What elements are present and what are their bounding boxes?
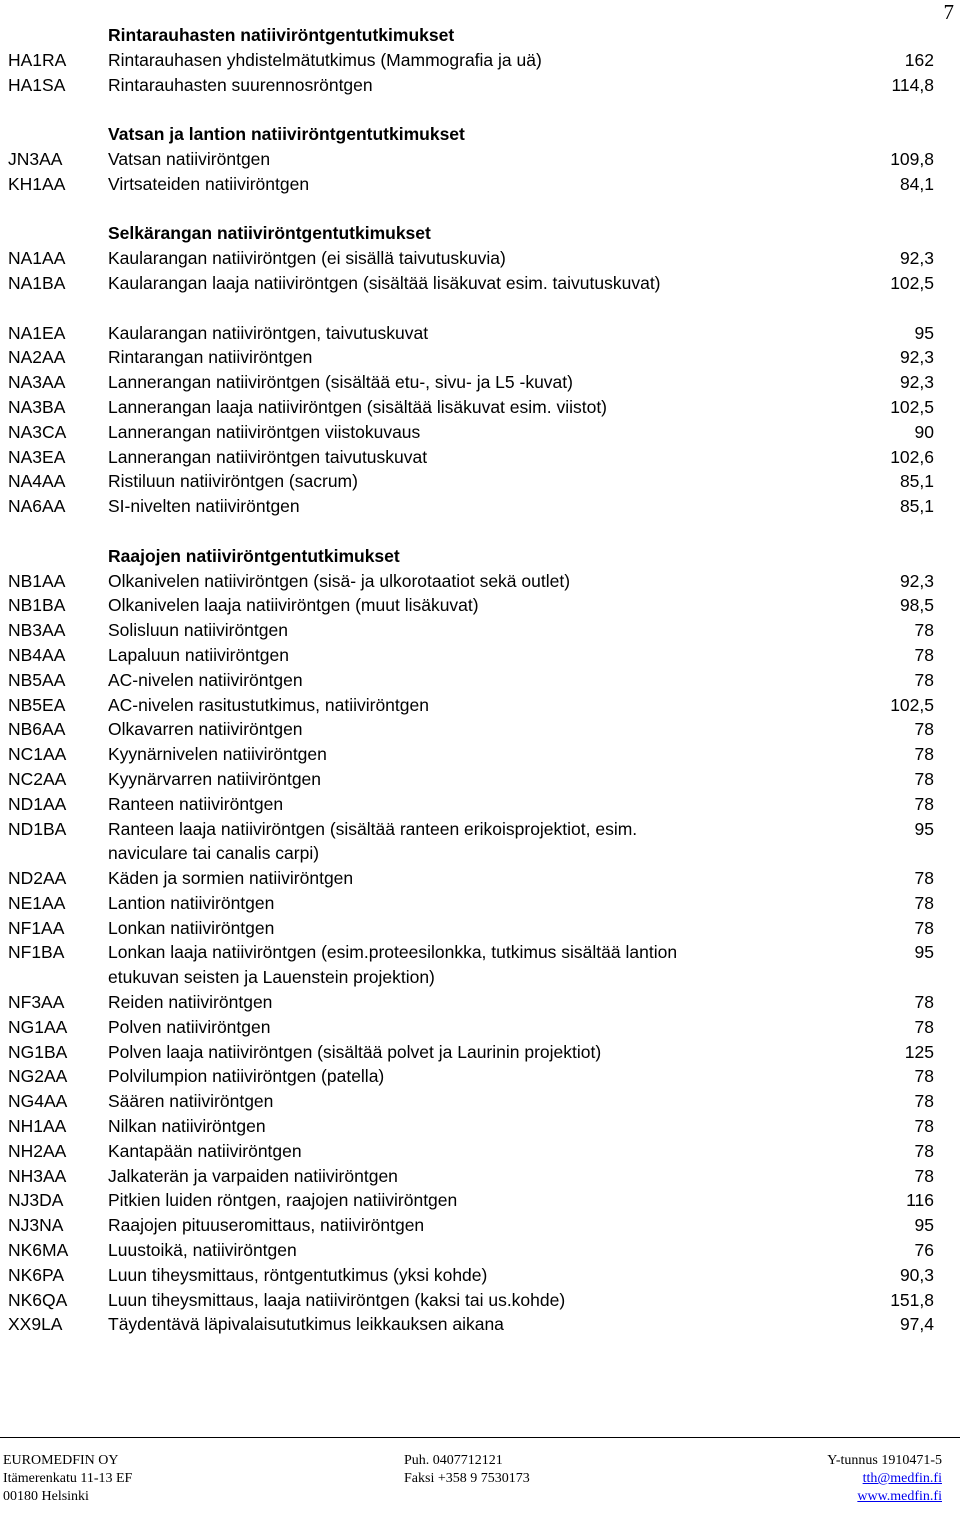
section-title: Raajojen natiiviröntgentutkimukset: [108, 545, 400, 566]
website-link[interactable]: www.medfin.fi: [857, 1489, 942, 1504]
exam-description: Rintarangan natiiviröntgen: [108, 347, 313, 368]
exam-description: AC-nivelen natiiviröntgen: [108, 669, 303, 690]
exam-description: Ranteen natiiviröntgen: [108, 793, 284, 814]
exam-code: NB4AA: [8, 644, 66, 665]
company-city: 00180 Helsinki: [3, 1489, 89, 1504]
exam-price: 98,5: [899, 595, 934, 616]
exam-price: 90: [914, 421, 934, 442]
exam-code: NF1AA: [8, 917, 65, 938]
exam-price: 90,3: [899, 1264, 934, 1285]
exam-code: NB5EA: [8, 694, 66, 715]
price-row: [0, 1312, 960, 1337]
exam-price: 116: [906, 1190, 934, 1211]
footer-business-info: [827, 1452, 942, 1506]
price-row: [0, 1164, 960, 1189]
exam-code: ND2AA: [8, 868, 67, 889]
exam-code: NF1BA: [8, 942, 65, 963]
exam-description: Käden ja sormien natiiviröntgen: [108, 868, 354, 889]
price-row: [0, 1288, 960, 1313]
company-street: Itämerenkatu 11-13 EF: [3, 1471, 133, 1486]
price-row: [0, 147, 960, 172]
exam-description: Ristiluun natiiviröntgen (sacrum): [108, 471, 358, 492]
exam-code: NJ3NA: [8, 1215, 64, 1236]
exam-code: KH1AA: [8, 173, 66, 194]
exam-price: 78: [914, 1091, 934, 1112]
exam-description: Reiden natiiviröntgen: [108, 992, 273, 1013]
price-row: [0, 792, 960, 817]
exam-price: 78: [914, 1165, 934, 1186]
exam-price: 102,5: [890, 272, 934, 293]
footer-company-info: [3, 1452, 132, 1506]
price-row: [0, 271, 960, 321]
exam-price: 162: [904, 49, 934, 70]
exam-code: NA1EA: [8, 322, 66, 343]
exam-code: NA6AA: [8, 496, 66, 517]
exam-description: Virtsateiden natiiviröntgen: [108, 173, 310, 194]
exam-price: 78: [914, 917, 934, 938]
price-row: [0, 172, 960, 197]
exam-section: [0, 122, 960, 196]
exam-description: Polvilumpion natiiviröntgen (patella): [108, 1066, 385, 1087]
exam-price: 102,5: [890, 396, 934, 417]
exam-code: NB5AA: [8, 669, 66, 690]
fax-number: Faksi +358 9 7530173: [404, 1471, 530, 1486]
price-row: [0, 321, 960, 346]
price-row: [0, 1015, 960, 1040]
exam-description: Olkanivelen natiiviröntgen (sisä- ja ulkorotaatiot sekä outlet): [108, 570, 571, 591]
exam-code: NK6QA: [8, 1289, 68, 1310]
exam-price: 95: [914, 1215, 934, 1236]
exam-price: 78: [914, 669, 934, 690]
exam-code: NA4AA: [8, 471, 66, 492]
exam-code: NA1AA: [8, 248, 66, 269]
exam-code: NH2AA: [8, 1140, 67, 1161]
exam-section: [0, 221, 960, 519]
exam-price: 92,3: [899, 372, 934, 393]
exam-description: Nilkan natiiviröntgen: [108, 1116, 266, 1137]
exam-price: 151,8: [890, 1289, 934, 1310]
exam-description: Rintarauhasten suurennosröntgen: [108, 74, 373, 95]
exam-price: 97,4: [899, 1314, 934, 1335]
price-row: [0, 1188, 960, 1213]
exam-price: 92,3: [899, 248, 934, 269]
exam-description: Vatsan natiiviröntgen: [108, 148, 271, 169]
exam-code: HA1RA: [8, 49, 67, 70]
exam-code: NG2AA: [8, 1066, 68, 1087]
price-row: [0, 668, 960, 693]
section-title: Selkärangan natiiviröntgentutkimukset: [108, 223, 431, 244]
price-row: [0, 643, 960, 668]
price-row: [0, 891, 960, 916]
exam-description: Lonkan natiiviröntgen: [108, 917, 275, 938]
price-row: [0, 742, 960, 767]
exam-price: 125: [904, 1041, 934, 1062]
exam-code: NC2AA: [8, 768, 67, 789]
exam-price: 85,1: [899, 471, 934, 492]
price-list: [0, 23, 960, 1337]
exam-price: 78: [914, 1116, 934, 1137]
price-row: [0, 916, 960, 941]
exam-description: Olkavarren natiiviröntgen: [108, 719, 303, 740]
exam-price: 78: [914, 992, 934, 1013]
price-row: [0, 1139, 960, 1164]
footer-contact-numbers: [404, 1452, 530, 1488]
price-row: [0, 693, 960, 718]
exam-description: Lannerangan laaja natiiviröntgen (sisältää lisäkuvat esim. viistot): [108, 396, 608, 417]
price-row: [0, 445, 960, 470]
exam-code: NE1AA: [8, 892, 66, 913]
price-row: [0, 494, 960, 519]
exam-code: NA1BA: [8, 272, 66, 293]
exam-code: NG4AA: [8, 1091, 68, 1112]
exam-code: NK6MA: [8, 1240, 69, 1261]
exam-description: Kyynärnivelen natiiviröntgen: [108, 744, 327, 765]
exam-description: Luun tiheysmittaus, laaja natiiviröntgen (kaksi tai us.kohde): [108, 1289, 566, 1310]
price-row: [0, 1238, 960, 1263]
page-number: 7: [943, 0, 954, 24]
exam-code: NG1BA: [8, 1041, 68, 1062]
exam-description: Polven laaja natiiviröntgen (sisältää polvet ja Laurinin projektiot): [108, 1041, 602, 1062]
exam-description: Kaularangan natiiviröntgen, taivutuskuvat: [108, 322, 429, 343]
price-row: [0, 817, 960, 867]
company-name: EUROMEDFIN OY: [3, 1453, 119, 1468]
exam-code: ND1BA: [8, 818, 67, 839]
exam-description: Luustoikä, natiiviröntgen: [108, 1240, 297, 1261]
exam-description: Lannerangan natiiviröntgen viistokuvaus: [108, 421, 421, 442]
exam-price: 95: [914, 322, 934, 343]
exam-description: Pitkien luiden röntgen, raajojen natiiviröntgen: [108, 1190, 458, 1211]
exam-code: NA3CA: [8, 421, 67, 442]
price-row: [0, 717, 960, 742]
price-row: [0, 866, 960, 891]
exam-price: 109,8: [890, 148, 934, 169]
exam-description: Solisluun natiiviröntgen: [108, 620, 288, 641]
exam-description: Lantion natiiviröntgen: [108, 892, 275, 913]
exam-description: AC-nivelen rasitustutkimus, natiiviröntgen: [108, 694, 429, 715]
exam-description: Kyynärvarren natiiviröntgen: [108, 768, 322, 789]
exam-price: 78: [914, 744, 934, 765]
phone-number: Puh. 0407712121: [404, 1453, 503, 1468]
exam-code: NH1AA: [8, 1116, 67, 1137]
price-row: [0, 767, 960, 792]
exam-price: 92,3: [899, 570, 934, 591]
price-row: [0, 395, 960, 420]
exam-description: Kaularangan laaja natiiviröntgen (sisältää lisäkuvat esim. taivutuskuvat): [108, 272, 661, 293]
exam-price: 76: [914, 1240, 934, 1261]
price-row: [0, 420, 960, 445]
exam-description: Lonkan laaja natiiviröntgen (esim.proteesilonkka, tutkimus sisältää lantion etukuvan seisten ja Lauenstein projektion): [108, 942, 678, 988]
exam-code: NH3AA: [8, 1165, 67, 1186]
exam-description: Säären natiiviröntgen: [108, 1091, 274, 1112]
footer-divider: [0, 1437, 960, 1438]
exam-price: 102,5: [890, 694, 934, 715]
exam-code: NB3AA: [8, 620, 66, 641]
exam-price: 84,1: [899, 173, 934, 194]
price-row: [0, 73, 960, 98]
exam-code: NB6AA: [8, 719, 66, 740]
exam-code: NF3AA: [8, 992, 65, 1013]
exam-price: 78: [914, 620, 934, 641]
business-id: Y-tunnus 1910471-5: [827, 1453, 942, 1468]
exam-code: NA2AA: [8, 347, 66, 368]
exam-price: 78: [914, 644, 934, 665]
price-row: [0, 1213, 960, 1238]
exam-description: Olkanivelen laaja natiiviröntgen (muut lisäkuvat): [108, 595, 479, 616]
price-row: [0, 940, 960, 990]
exam-code: NA3AA: [8, 372, 66, 393]
exam-price: 78: [914, 1140, 934, 1161]
price-row: [0, 593, 960, 618]
exam-code: ND1AA: [8, 793, 67, 814]
price-row: [0, 1263, 960, 1288]
exam-price: 78: [914, 868, 934, 889]
exam-code: HA1SA: [8, 74, 66, 95]
exam-code: NA3BA: [8, 396, 66, 417]
price-row: [0, 1064, 960, 1089]
price-row: [0, 618, 960, 643]
price-row: [0, 345, 960, 370]
exam-price: 78: [914, 1066, 934, 1087]
exam-code: NC1AA: [8, 744, 67, 765]
section-title: Vatsan ja lantion natiiviröntgentutkimukset: [108, 124, 465, 145]
exam-price: 78: [914, 719, 934, 740]
price-row: [0, 370, 960, 395]
exam-price: 114,8: [891, 74, 934, 95]
exam-description: Raajojen pituuseromittaus, natiiviröntgen: [108, 1215, 425, 1236]
exam-description: Luun tiheysmittaus, röntgentutkimus (yksi kohde): [108, 1264, 488, 1285]
price-row: [0, 990, 960, 1015]
exam-price: 78: [914, 768, 934, 789]
price-row: [0, 48, 960, 73]
exam-price: 95: [914, 818, 934, 839]
exam-code: NJ3DA: [8, 1190, 64, 1211]
exam-price: 78: [914, 892, 934, 913]
exam-section: [0, 544, 960, 1338]
exam-price: 102,6: [890, 446, 934, 467]
price-row: [0, 1089, 960, 1114]
exam-code: NK6PA: [8, 1264, 65, 1285]
exam-description: Lapaluun natiiviröntgen: [108, 644, 289, 665]
price-row: [0, 1114, 960, 1139]
exam-price: 78: [914, 793, 934, 814]
price-row: [0, 1040, 960, 1065]
exam-description: Lannerangan natiiviröntgen (sisältää etu-, sivu- ja L5 -kuvat): [108, 372, 573, 393]
exam-price: 85,1: [899, 496, 934, 517]
exam-code: NG1AA: [8, 1016, 68, 1037]
exam-code: NA3EA: [8, 446, 66, 467]
exam-section: [0, 23, 960, 97]
footer: [0, 1452, 960, 1512]
exam-description: Kaularangan natiiviröntgen (ei sisällä taivutuskuvia): [108, 248, 506, 269]
exam-price: 78: [914, 1016, 934, 1037]
exam-code: NB1AA: [8, 570, 66, 591]
exam-description: Kantapään natiiviröntgen: [108, 1140, 302, 1161]
exam-description: Ranteen laaja natiiviröntgen (sisältää ranteen erikoisprojektiot, esim. naviculare tai canalis carpi): [108, 818, 638, 864]
exam-description: SI-nivelten natiiviröntgen: [108, 496, 300, 517]
exam-description: Polven natiiviröntgen: [108, 1016, 271, 1037]
exam-code: XX9LA: [8, 1314, 63, 1335]
price-row: [0, 469, 960, 494]
email-link[interactable]: tth@medfin.fi: [862, 1471, 942, 1486]
exam-code: JN3AA: [8, 148, 63, 169]
exam-price: 95: [914, 942, 934, 963]
exam-description: Täydentävä läpivalaisututkimus leikkauksen aikana: [108, 1314, 504, 1335]
exam-price: 92,3: [899, 347, 934, 368]
section-title: Rintarauhasten natiiviröntgentutkimukset: [108, 25, 455, 45]
exam-description: Rintarauhasen yhdistelmätutkimus (Mammografia ja uä): [108, 49, 542, 70]
exam-code: NB1BA: [8, 595, 66, 616]
price-row: [0, 246, 960, 271]
price-row: [0, 569, 960, 594]
exam-description: Jalkaterän ja varpaiden natiiviröntgen: [108, 1165, 398, 1186]
exam-description: Lannerangan natiiviröntgen taivutuskuvat: [108, 446, 428, 467]
